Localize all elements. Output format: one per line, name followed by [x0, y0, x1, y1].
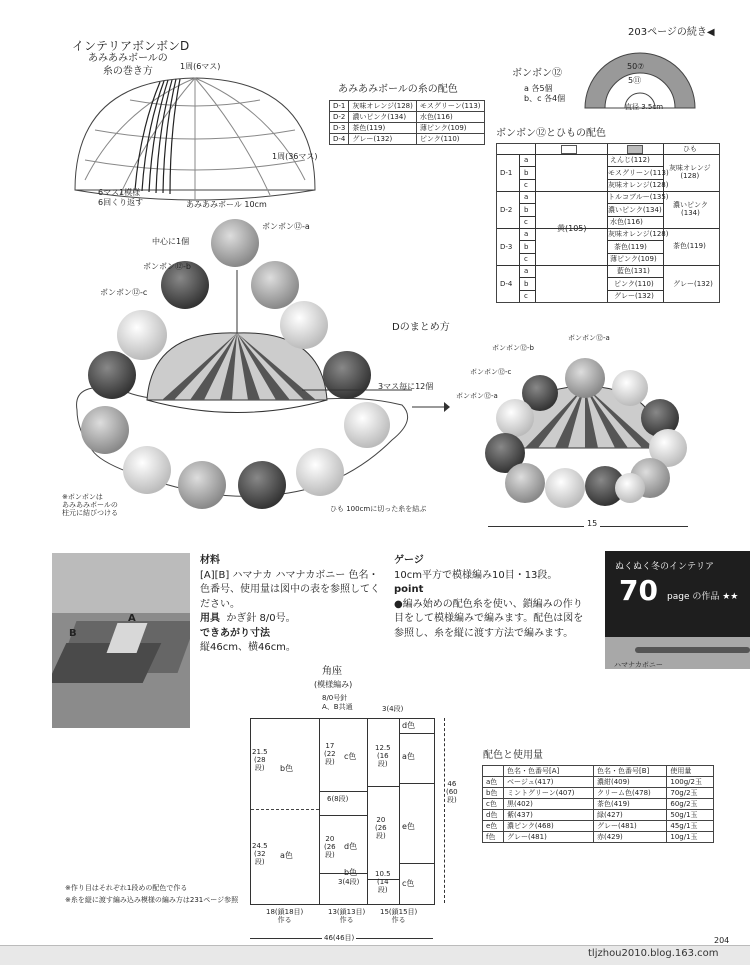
chart-left-bot: 24.5 (32 段) — [252, 842, 268, 867]
fig-r-pa2: ボンボン⑫-a — [568, 334, 610, 342]
materials-block — [200, 554, 385, 656]
chart-height: 46 (60 段) — [446, 780, 458, 805]
gauge-block — [394, 554, 589, 641]
banner-yarn: ハマナカボニー — [614, 661, 663, 669]
chart-height-line — [444, 718, 445, 903]
chart-a-color: a色 — [280, 851, 293, 860]
fig-matome-title: Dのまとめ方 — [392, 322, 450, 333]
bonbon-d-title: インテリアボンボンD — [72, 39, 190, 53]
fig-width-15: 15 — [584, 519, 600, 529]
pompom12-note: a 各5個 b、c 各4個 — [524, 84, 566, 103]
chart-b-color: b色 — [280, 764, 294, 773]
fig-himo-label: ひも 100cmに切った糸を結ぶ — [330, 505, 427, 513]
chart-r3: 10.5 (14 段) — [375, 870, 391, 895]
materials-text: [A][B] ハマナカ ハマナカボニー 色名・色番号、使用量は図中の表を参照してください。 — [200, 569, 380, 610]
chart-d-color-mid: d色 — [344, 842, 358, 851]
footer-url: tljzhou2010.blog.163.com — [588, 948, 719, 959]
color-table: ひも 黄(105) D-1 a b c えんじ(112) モスグリーン(113) 灰味オレンジ(128) 灰味オレンジ (128) D-2 a b c トルコブルー(135) 濃いピンク(134) 水色(116) 濃いピンク (134) D-3 a b c 灰味オレンジ(128) 茶色(119) 薄ピンク(109) 茶色(119) D-4 a b c 藍色(131) ピンク(110) グレー(132) グレー(132) — [496, 143, 720, 303]
usage-table: 色名・色番号[A] 色名・色番号[B] 使用量 a色 ベージュ(417) 濃紺(409) 100g/2玉 b色 ミントグリーン(407) クリーム色(478) 70g/2玉 c色 黒(402) 茶色(419) 60g/2玉 d色 紫(437) 緑(427) 50g/1玉 e色 濃ピンク(468) グレー(481) 45g/1玉 f色 グレー(481) 赤(429) 10g/1玉 — [482, 765, 714, 843]
fig-spacing-label: 3マス毎に12個 — [378, 382, 434, 391]
fig-pa-label: ボンボン⑫-a — [262, 222, 310, 231]
color-table-title: ボンボン⑫とひもの配色 — [496, 128, 606, 139]
arrow-icon — [410, 400, 450, 414]
chart-top: 3(4段) — [382, 705, 404, 713]
winding-label: あみあみボールの 糸の巻き方 — [88, 53, 168, 77]
pompom12-r2: 5⑪ — [628, 76, 642, 85]
chart-left-top: 21.5 (28 段) — [252, 748, 268, 773]
chart-title: 角座 — [322, 666, 342, 677]
fig-r-pa: ボンボン⑫-a — [456, 392, 498, 400]
pattern-chart — [250, 718, 435, 905]
chart-b-color-mid: b色 — [344, 868, 358, 877]
chart-w3: 15(鎖15目) 作る — [380, 908, 418, 925]
gauge-heading: ゲージ — [394, 555, 424, 566]
fig-pb-label: ボンボン⑫-b — [143, 262, 191, 271]
pompom12-r1: 50⑦ — [627, 62, 645, 71]
pompom12-title: ボンボン⑫ — [512, 68, 562, 79]
assembly-illustration — [62, 210, 422, 525]
note-2: ※糸を縦に渡す編み込み模様の編み方は231ページ参照 — [65, 896, 239, 904]
dome-top-label: 1周(6マス) — [180, 62, 221, 71]
banner-subtitle: ぬくぬく冬のインテリア — [615, 562, 715, 572]
chart-w2: 13(鎖13目) 作る — [328, 908, 366, 925]
chart-r1: 12.5 (16 段) — [375, 744, 391, 769]
chart-d-color-top: d色 — [402, 721, 416, 730]
chart-total: 46(46目) — [324, 934, 355, 942]
dome-bottom-label: あみあみボール 10cm — [186, 200, 267, 209]
tool-heading: 用具 — [200, 613, 220, 624]
pompom12-diam: 直径 3.5cm — [625, 103, 664, 111]
fig-center-label: 中心に1個 — [152, 237, 190, 246]
amiami-table: D-1 灰味オレンジ(128) モスグリーン(113) D-2 濃いピンク(134) 水色(116) D-3 茶色(119) 薄ピンク(109) D-4 グレー(132) ピンク(110) — [329, 100, 485, 145]
chart-r2: 20 (26 段) — [375, 816, 387, 841]
point-text: ●編み始めの配色糸を使い、鎖編みの作り目をして模様編みで編みます。配色は図を参照し、糸を縦に渡す方法で編みます。 — [394, 598, 584, 639]
gauge-text: 10cm平方で模様編み10目・13段。 — [394, 569, 558, 581]
chart-m3: 20 (26 段) — [324, 835, 336, 860]
fig-r-pb: ボンボン⑫-b — [492, 344, 534, 352]
fig-pc-label: ボンボン⑫-c — [100, 288, 148, 297]
dome-side-label: 1周(36マス) — [272, 152, 318, 161]
chart-c-color-top: c色 — [344, 752, 357, 761]
chart-e-color: e色 — [402, 822, 415, 831]
product-photo — [52, 553, 190, 728]
chart-m1: 17 (22 段) — [324, 742, 336, 767]
chart-w1: 18(鎖18目) 作る — [266, 908, 304, 925]
chart-a-color-r: a色 — [402, 752, 415, 761]
materials-heading: 材料 — [200, 555, 220, 566]
amiami-table-title: あみあみボールの糸の配色 — [338, 84, 458, 95]
chart-m2: 6(8段) — [327, 795, 349, 803]
fig-bottom-note: ※ボンボンは あみあみボールの 柱元に結びつける — [62, 493, 118, 518]
chart-subtitle: (模様編み) — [314, 680, 353, 689]
finished-illustration — [480, 338, 690, 518]
issue-banner — [605, 551, 750, 637]
chart-c-color-r: c色 — [402, 879, 415, 888]
tool-text: かぎ針 8/0号。 — [226, 613, 296, 624]
banner-page: page の作品 ★★ — [667, 592, 739, 602]
page-continue-note: 203ページの続き◀ — [628, 27, 715, 38]
chart-common: A、B共通 — [322, 703, 353, 711]
chart-m4: 3(4段) — [338, 878, 360, 886]
point-heading: point — [394, 584, 424, 595]
dome-left-label: 6マス1模様 6回くり返す — [98, 188, 144, 207]
size-heading: できあがり寸法 — [200, 627, 270, 639]
note-1: ※作り目はそれぞれ1段めの配色で作る — [65, 884, 188, 892]
size-text: 縦46cm、横46cm。 — [200, 642, 296, 653]
fig-r-pc: ボンボン⑫-c — [470, 368, 512, 376]
page-number: 204 — [714, 936, 730, 945]
banner-number: 70 — [619, 574, 658, 607]
photo-label-b: B — [69, 628, 77, 639]
photo-label-a: A — [128, 613, 136, 624]
usage-title: 配色と使用量 — [483, 750, 543, 761]
chart-needle: 8/0号針 — [322, 694, 348, 702]
